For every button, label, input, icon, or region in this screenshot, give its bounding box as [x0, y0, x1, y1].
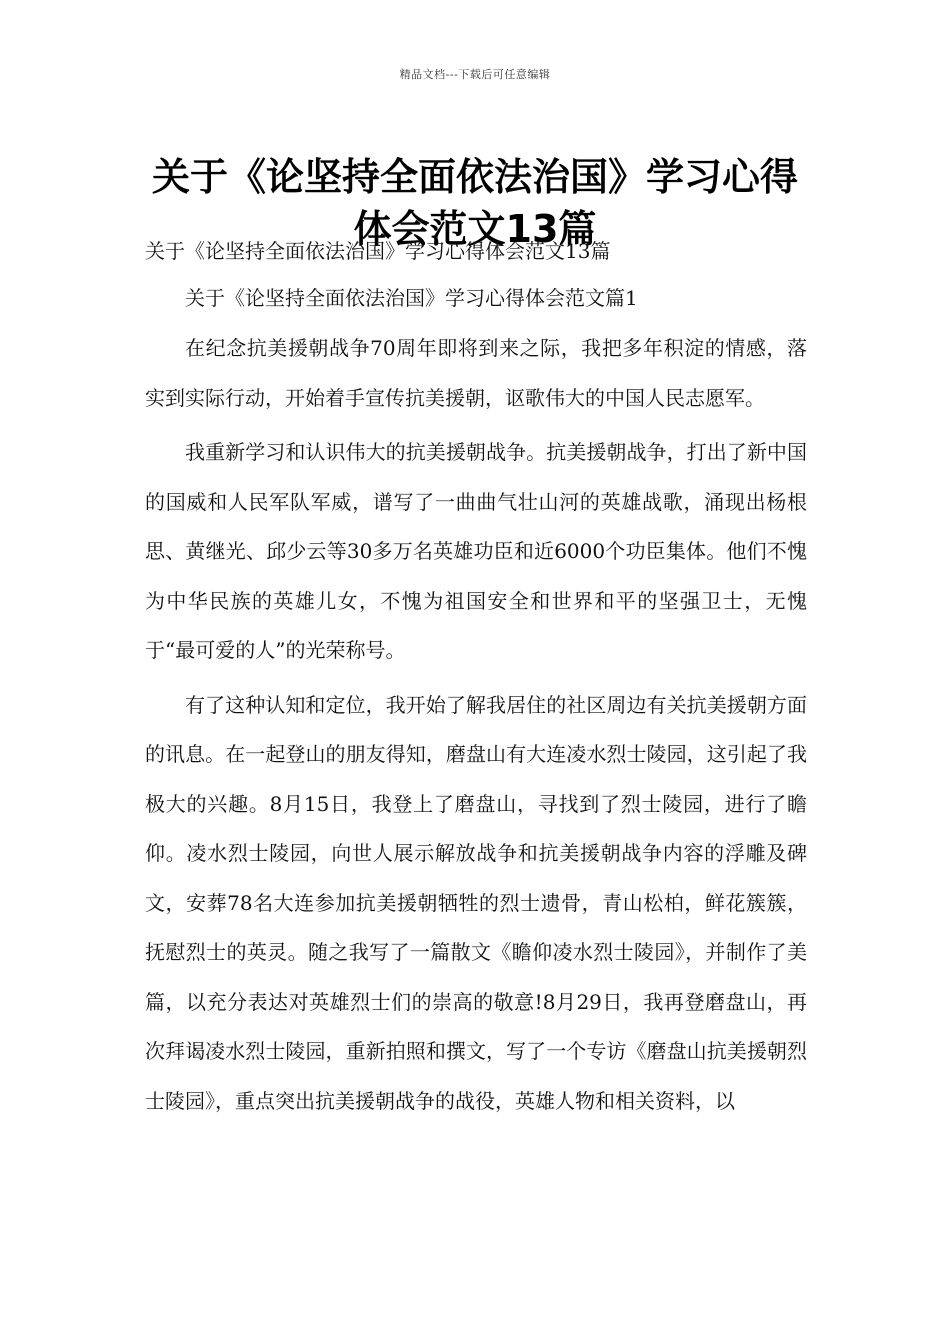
document-body: [145, 237, 807, 1126]
document-subtitle: 关于《论坚持全面依法治国》学习心得体会范文13篇: [145, 239, 611, 263]
section-heading: 关于《论坚持全面依法治国》学习心得体会范文篇1: [185, 286, 638, 310]
title-line-1: 关于《论坚持全面依法治国》学习心得: [151, 155, 798, 200]
paragraph-1: 在纪念抗美援朝战争70周年即将到来之际，我把多年积淀的情感，落实到实际行动，开始着手宣传抗美援朝，讴歌伟大的中国人民志愿军。: [145, 336, 807, 410]
title-line-2: 体会范文13篇: [353, 207, 597, 252]
page-header: 精品文档---下载后可任意编辑: [399, 68, 551, 81]
paragraph-2: 我重新学习和认识伟大的抗美援朝战争。抗美援朝战争，打出了新中国的国威和人民军队军威，谱写了一曲曲气壮山河的英雄战歌，涌现出杨根思、黄继光、邱少云等30多万名英雄功臣和近6000个功臣集体。他们不愧为中华民族的英雄儿女，不愧为祖国安全和世界和平的坚强卫士，无愧于“最可爱的人”的光荣称号。: [145, 440, 807, 662]
paragraph-3: 有了这种认知和定位，我开始了解我居住的社区周边有关抗美援朝方面的讯息。在一起登山的朋友得知，磨盘山有大连凌水烈士陵园，这引起了我极大的兴趣。8月15日，我登上了磨盘山，寻找到了烈士陵园，进行了瞻仰。凌水烈士陵园，向世人展示解放战争和抗美援朝战争内容的浮雕及碑文，安葬78名大连参加抗美援朝牺牲的烈士遗骨，青山松柏，鲜花簇簇，抚慰烈士的英灵。随之我写了一篇散文《瞻仰凌水烈士陵园》，并制作了美篇，以充分表达对英雄烈士们的崇高的敬意!8月29日，我再登磨盘山，再次拜谒凌水烈士陵园，重新拍照和撰文，写了一个专访《磨盘山抗美援朝烈士陵园》，重点突出抗美援朝战争的战役，英雄人物和相关资料，以: [145, 692, 807, 1113]
